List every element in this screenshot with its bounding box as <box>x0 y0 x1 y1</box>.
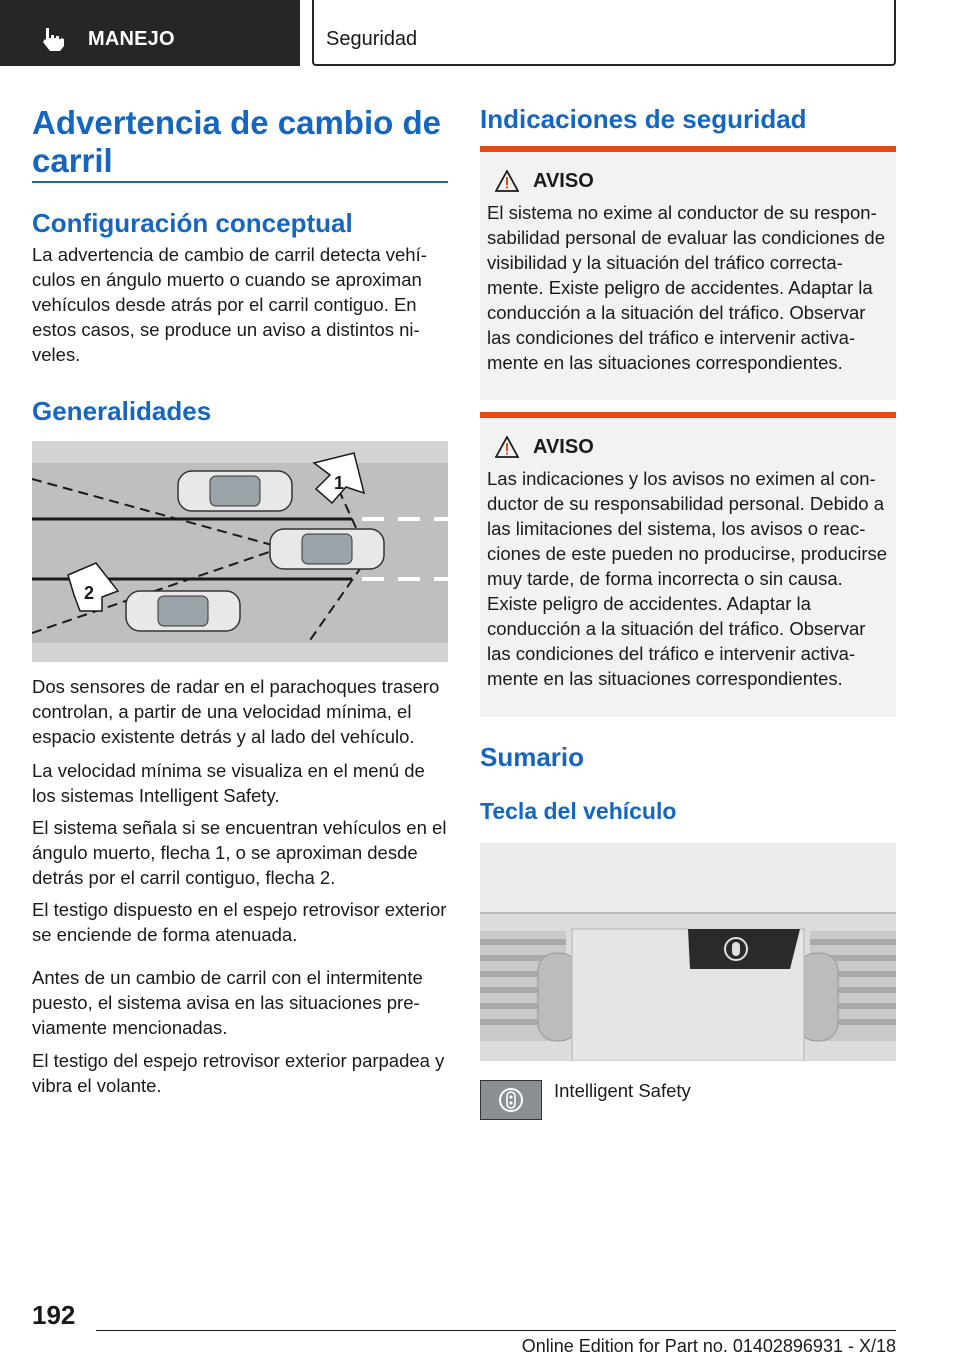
vent-left <box>480 931 578 1041</box>
paragraph-concept: La advertencia de cambio de carril detecta vehículos en ángulo muerto o cuando se aproximan vehículos desde atrás por el carril contiguo. En estos casos, se produce un aviso a distintos niveles. <box>32 244 427 365</box>
warning-triangle-icon <box>495 436 519 458</box>
paragraph-sensors: Dos sensores de radar en el parachoques trasero controlan, a partir de una velocidad mínima, el espacio existente detrás y al lado del vehículo. <box>32 676 440 747</box>
footer-edition: Online Edition for Part no. 01402896931 - X/18 <box>521 1336 896 1356</box>
page-title: Advertencia de cambio de carril <box>32 104 441 179</box>
warning-1-text: El sistema no exime al conductor de su responsabilidad personal de evaluar las condiciones de visibilidad y la situación del tráfico correctamente. Existe peligro de accidentes. Adaptar la conducción a la situación del tráfico. Observar las condiciones del tráfico e intervenir activamente en las situaciones correspondientes. <box>487 202 886 373</box>
title-divider <box>32 181 448 183</box>
car-middle <box>270 529 384 569</box>
heading-general: Generalidades <box>32 396 212 426</box>
warning-2-text: Las indicaciones y los avisos no eximen al conductor de su responsabilidad personal. Debido a las limitaciones del sistema, los avisos o reacciones de este pueden no producirse, producirse muy tarde, de forma incorrecta o sin causa. Existe peligro de accidentes. Adaptar la conducción a la situación del tráfico. Observar las condiciones del tráfico e intervenir activamente en las situaciones correspondientes. <box>487 468 888 689</box>
paragraph-min-speed: La velocidad mínima se visualiza en el menú de los sistemas Intelligent Safety. <box>32 760 425 806</box>
arrow-2-label: 2 <box>84 583 95 603</box>
header-subsection-tab <box>312 0 896 66</box>
paragraph-mirror-flash: El testigo del espejo retrovisor exterior parpadea y vibra el volante. <box>32 1050 445 1096</box>
footer-divider <box>96 1330 896 1331</box>
page-number: 192 <box>32 1300 76 1330</box>
header-section-tab <box>0 0 300 66</box>
warning-2-label: AVISO <box>533 435 594 458</box>
paragraph-mirror-dim: El testigo dispuesto en el espejo retrovisor exterior se enciende de forma atenuada. <box>32 899 447 945</box>
car-top <box>178 471 292 511</box>
warning-triangle-icon <box>495 170 519 192</box>
warning-box-1 <box>480 146 896 400</box>
paragraph-blind-spot: El sistema señala si se encuentran vehículos en el ángulo muerto, flecha 1, o se aproximan desde detrás por el carril contiguo, flecha 2. <box>32 817 447 888</box>
car-bottom <box>126 591 240 631</box>
intelligent-safety-icon <box>480 1080 542 1120</box>
key-label: Intelligent Safety <box>554 1080 691 1101</box>
vent-right <box>798 931 896 1041</box>
warning-1-label: AVISO <box>533 169 594 192</box>
header-subsection-label: Seguridad <box>326 28 418 50</box>
heading-vehicle-key: Tecla del vehículo <box>480 798 677 824</box>
heading-concept: Configuración conceptual <box>32 208 353 238</box>
intelligent-safety-button <box>688 929 800 969</box>
hand-pointer-icon <box>40 26 66 52</box>
heading-safety: Indicaciones de seguridad <box>480 104 807 134</box>
header-section-label: MANEJO <box>88 28 175 50</box>
vehicle-button-figure <box>480 843 896 1061</box>
warning-box-2 <box>480 412 896 717</box>
paragraph-lane-change: Antes de un cambio de carril con el intermitente puesto, el sistema avisa en las situaciones previamente mencionadas. <box>32 967 423 1038</box>
arrow-1-label: 1 <box>334 473 345 493</box>
heading-summary: Sumario <box>480 742 585 772</box>
lane-change-figure <box>32 441 448 662</box>
